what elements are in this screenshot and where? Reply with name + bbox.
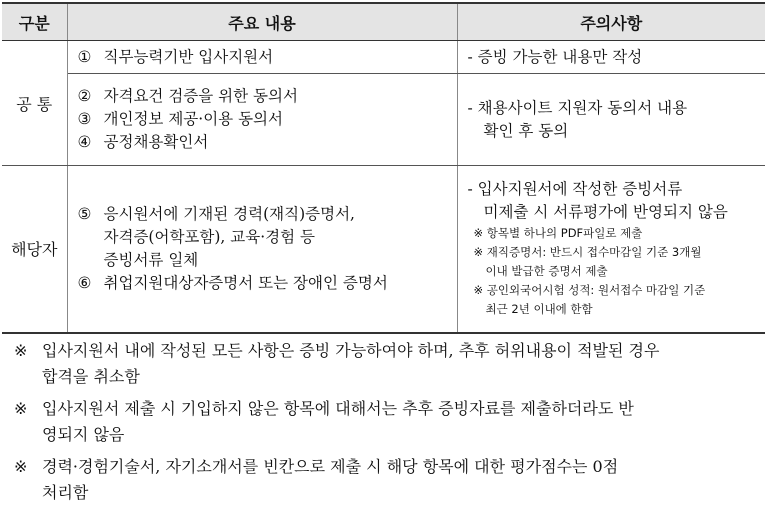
table-row [2, 41, 765, 74]
main-content-cell [67, 166, 457, 333]
list-item-continuation: 증빙서류 일체 [103, 250, 199, 269]
list-item: ⑥ 취업지원대상자증명서 또는 장애인 증명서 [77, 273, 388, 292]
submission-requirements-table [2, 2, 765, 334]
list-item: ⑤ 응시원서에 기재된 경력(재직)증명서, [77, 204, 355, 223]
header-main-content: 주요 내용 [67, 3, 457, 41]
footnote-line: 처리함 [42, 483, 89, 502]
note-line: - 채용사이트 지원자 동의서 내용 [467, 98, 688, 117]
table-row [2, 74, 765, 166]
footnote-line: 입사지원서 내에 작성된 모든 사항은 증빙 가능하여야 하며, 추후 허위내용이 적발된 경우 [42, 341, 660, 360]
footnote-line: 합격을 취소함 [42, 367, 140, 386]
sub-note-line: 이내 발급한 증명서 제출 [485, 264, 608, 279]
list-item: ② 자격요건 검증을 위한 동의서 [77, 87, 298, 105]
list-item: ④ 공정채용확인서 [77, 133, 209, 151]
sub-note-line: ※ 공인외국어시험 성적: 원서접수 마감일 기준 [473, 283, 706, 298]
footnotes [14, 338, 759, 512]
table-header-row [2, 3, 765, 41]
note-line: - 입사지원서에 작성한 증빙서류 [467, 180, 683, 199]
note-line: 미제출 시 서류평가에 반영되지 않음 [483, 203, 728, 222]
footnote-item [14, 396, 759, 448]
notes-cell [457, 166, 765, 333]
reference-mark: ※ [14, 457, 28, 476]
footnote-item [14, 338, 759, 390]
list-item: ③ 개인정보 제공·이용 동의서 [77, 110, 283, 128]
note-line: - 증빙 가능한 내용만 작성 [467, 47, 643, 66]
list-item: ① 직무능력기반 입사지원서 [77, 47, 274, 66]
main-content-cell [67, 41, 457, 74]
list-item-continuation: 자격증(어학포함), 교육·경험 등 [103, 227, 315, 246]
category-common: 공 통 [2, 41, 67, 166]
reference-mark: ※ [14, 399, 28, 418]
sub-note-line: ※ 항목별 하나의 PDF파일로 제출 [473, 226, 643, 241]
footnote-line: 입사지원서 제출 시 기입하지 않은 항목에 대해서는 추후 증빙자료를 제출하더라도 반 [42, 399, 634, 418]
note-line: 확인 후 동의 [483, 121, 569, 140]
notes-cell [457, 74, 765, 166]
reference-mark: ※ [14, 341, 28, 360]
notes-cell [457, 41, 765, 74]
main-content-cell [67, 74, 457, 166]
footnote-line: 영되지 않음 [42, 425, 125, 444]
category-applicable: 해당자 [2, 166, 67, 333]
header-notes: 주의사항 [457, 3, 765, 41]
table-row [2, 166, 765, 333]
header-category: 구분 [2, 3, 67, 41]
footnote-item [14, 454, 759, 506]
footnote-line: 경력·경험기술서, 자기소개서를 빈칸으로 제출 시 해당 항목에 대한 평가점수는 0점 [42, 457, 619, 476]
sub-note-line: ※ 재직증명서: 반드시 접수마감일 기준 3개월 [473, 245, 702, 260]
sub-note-line: 최근 2년 이내에 한함 [485, 302, 593, 317]
sub-notes [468, 224, 765, 319]
